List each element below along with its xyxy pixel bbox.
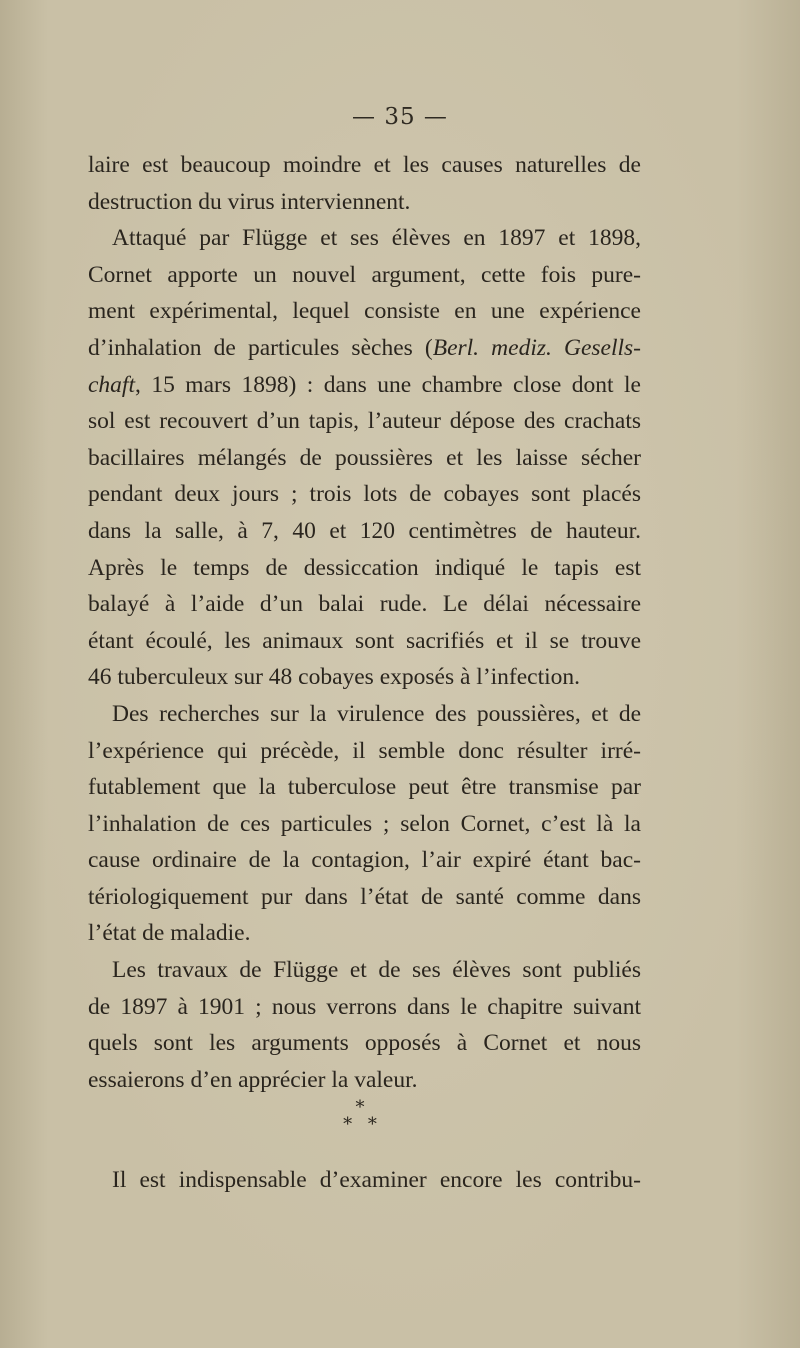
text-line: sol est recouvert d’un tapis, l’auteur dépose des crachats bbox=[88, 408, 641, 435]
text-line: Attaqué par Flügge et ses élèves en 1897 et 1898, bbox=[112, 225, 641, 252]
asterism-bottom: * * bbox=[343, 1114, 377, 1135]
text-line: l’état de maladie. bbox=[88, 920, 251, 947]
text-line: pendant deux jours ; trois lots de cobayes sont placés bbox=[88, 481, 641, 508]
text-line: essaierons d’en apprécier la valeur. bbox=[88, 1066, 418, 1093]
text-line: bacillaires mélangés de poussières et les laisse sécher bbox=[88, 444, 641, 471]
text-line: l’expérience qui précède, il semble donc résulter irré- bbox=[88, 737, 641, 764]
text-line: Les travaux de Flügge et de ses élèves sont publiés bbox=[112, 957, 641, 984]
text-line: Cornet apporte un nouvel argument, cette fois pure- bbox=[88, 261, 641, 288]
text-line: l’inhalation de ces particules ; selon Cornet, c’est là la bbox=[88, 810, 641, 837]
text-line: destruction du virus interviennent. bbox=[88, 188, 411, 215]
text-line: Il est indispensable d’examiner encore les contribu- bbox=[112, 1167, 641, 1193]
text-line: étant écoulé, les animaux sont sacrifiés et il se trouve bbox=[88, 627, 641, 654]
text-line: chaft, 15 mars 1898) : dans une chambre close dont le bbox=[88, 371, 641, 398]
text-line: laire est beaucoup moindre et les causes naturelles de bbox=[88, 152, 641, 178]
text-line: Des recherches sur la virulence des poussières, et de bbox=[112, 700, 641, 727]
page-number: — 35 — bbox=[352, 104, 448, 130]
asterism-top: * bbox=[355, 1097, 365, 1118]
body-text bbox=[88, 147, 641, 1098]
asterism-divider bbox=[0, 1097, 720, 1135]
text-line: 46 tuberculeux sur 48 cobayes exposés à l’infection. bbox=[88, 664, 581, 691]
text-line: cause ordinaire de la contagion, l’air expiré étant bac- bbox=[88, 847, 641, 874]
text-line: futablement que la tuberculose peut être transmise par bbox=[88, 774, 641, 801]
body-text-continued bbox=[88, 1162, 641, 1199]
text-line: ment expérimental, lequel consiste en une expérience bbox=[88, 298, 641, 325]
text-line: dans la salle, à 7, 40 et 120 centimètres de hauteur. bbox=[88, 517, 641, 544]
text-line: quels sont les arguments opposés à Cornet et nous bbox=[88, 1030, 641, 1057]
text-line: balayé à l’aide d’un balai rude. Le délai nécessaire bbox=[88, 591, 641, 618]
text-line: de 1897 à 1901 ; nous verrons dans le chapitre suivant bbox=[88, 993, 641, 1020]
text-line: d’inhalation de particules sèches (Berl. mediz. Gesells- bbox=[88, 334, 641, 361]
text-line: tériologiquement pur dans l’état de santé comme dans bbox=[88, 883, 641, 910]
text-line: Après le temps de dessiccation indiqué le tapis est bbox=[88, 554, 641, 581]
